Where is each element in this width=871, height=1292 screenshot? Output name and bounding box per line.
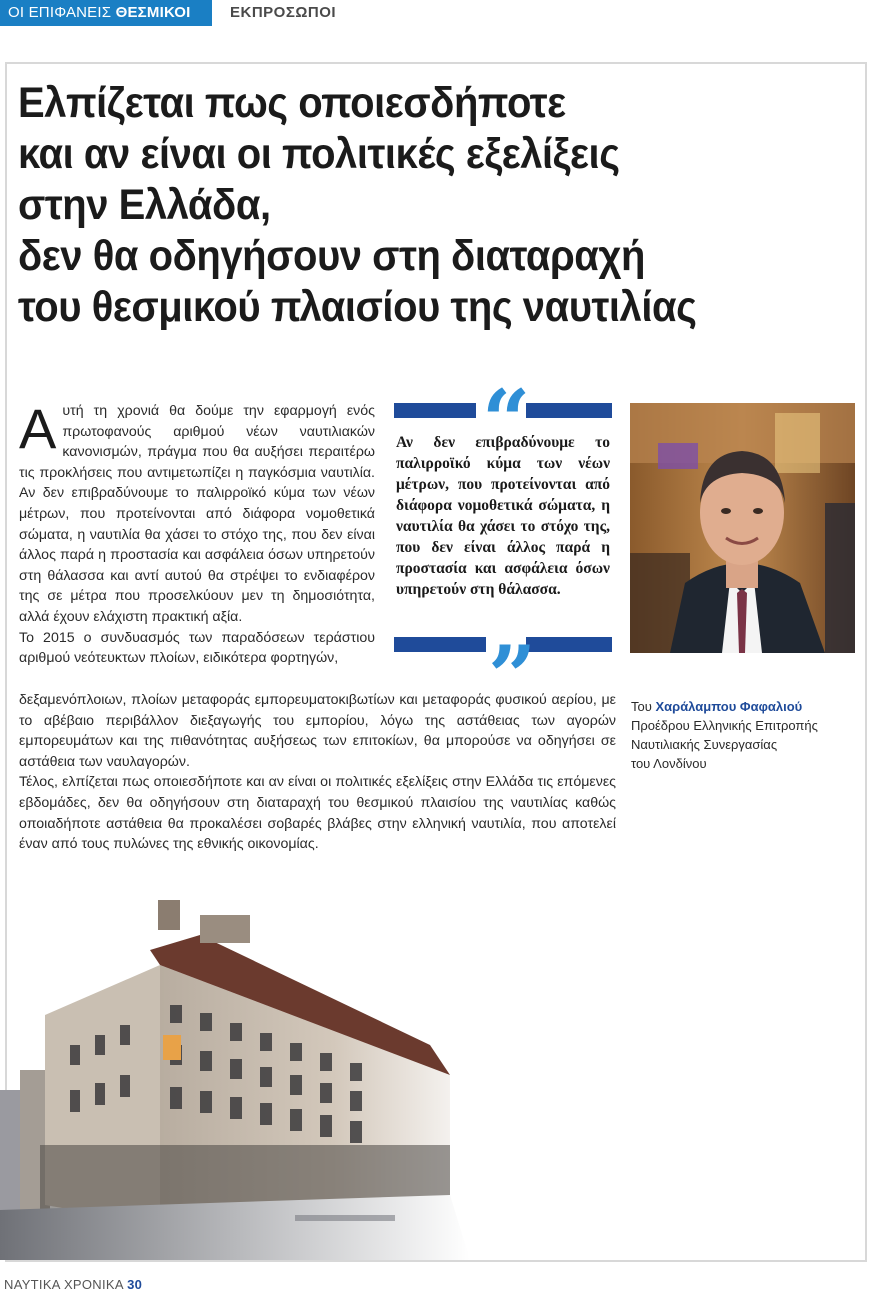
author-title: του Λονδίνου (631, 756, 707, 771)
paragraph-2-continued: δεξαμενόπλοιων, πλοίων μεταφοράς εμπορευματοκιβωτίων και μεταφοράς φυσικού αερίου, με το αβέβαιο περιβάλλον διεξαγωγής του εμπορίου, λόγω της αστάθειας των αγορών εμπορευμάτων και της πιθανότητας αυξήσεως των επιτοκίων, θα μπορούσε να οδηγήσει σε αστάθεια των ναυλαγορών. (19, 692, 616, 770)
close-quote-icon: ” (488, 627, 537, 726)
headline-line: στην Ελλάδα, (18, 181, 271, 229)
quote-rule (394, 403, 476, 418)
author-title: Ναυτιλιακής Συνεργασίας (631, 737, 778, 752)
quote-rule (526, 403, 612, 418)
headline-line: και αν είναι οι πολιτικές εξελίξεις (18, 130, 620, 178)
author-title: Προέδρου Ελληνικής Επιτροπής (631, 718, 818, 733)
headline-line: του θεσμικού πλαισίου της ναυτιλίας (18, 283, 697, 331)
quote-rule (394, 637, 486, 652)
author-prefix: Του (631, 699, 652, 714)
body-column-wide (19, 690, 616, 855)
headline-line: δεν θα οδηγήσουν στη διαταραχή (18, 232, 645, 280)
page-footer (4, 1277, 142, 1292)
pull-quote-text: Αν δεν επιβραδύνουμε το παλιρροϊκό κύμα των νέων μέτρων, που προτείνονται από διάφορα νομοθετικά σώματα, η ναυτιλία θα χάσει το στόχο της, που δεν είναι άλλος παρά η προστασία και ασφάλεια όσων υπηρετούν στη θάλασσα. (396, 434, 610, 598)
drop-cap: Α (19, 397, 57, 460)
section-header (0, 0, 871, 26)
section-subtitle: ΕΚΠΡΟΣΩΠΟΙ (230, 4, 337, 21)
quote-rule (526, 637, 612, 652)
paragraph-1-text: υτή τη χρονιά θα δούμε την εφαρμογή ενός πρωτοφανούς αριθμού νέων ναυτιλιακών κανονισμών, πράγμα που θα αυξήσει περαιτέρω τις προκλήσεις που αντιμετωπίζει η παγκόσμια ναυτιλία. Αν δεν επιβραδύνουμε το παλιρροϊκό κύμα των νέων μέτρων, που προτείνονται από διάφορα νομοθετικά σώματα, η ναυτιλία θα χάσει το στόχο της, που δεν είναι άλλος παρά η προστασία και ασφάλεια όσων υπηρετούν στη θάλασσα και αντί αυτού θα στρέψει το ενδιαφέρον της σε μέτρα που προσελκύουν μεν τη δημοσιότητα, αλλά έχουν ελάχιστη πρακτική αξία. (19, 403, 375, 625)
body-column-left (19, 397, 375, 669)
pull-quote (394, 371, 612, 726)
author-name: Χαράλαμπου Φαφαλιού (655, 699, 803, 714)
building-photo (0, 895, 470, 1260)
author-caption (631, 697, 861, 773)
publication-name: ΝΑΥΤΙΚΑ ΧΡΟΝΙΚΑ (4, 1277, 124, 1292)
page-number: 30 (127, 1277, 143, 1292)
paragraph-1 (19, 397, 375, 628)
headline-line: Ελπίζεται πως οποιεσδήποτε (18, 79, 566, 127)
section-tab[interactable] (0, 0, 212, 26)
section-prefix: ΟΙ ΕΠΙΦΑΝΕΙΣ (8, 4, 112, 21)
paragraph-3: Τέλος, ελπίζεται πως οποιεσδήποτε και αν είναι οι πολιτικές εξελίξεις στην Ελλάδα τις επόμενες εβδομάδες, δεν θα οδηγήσουν στη διαταραχή του θεσμικού πλαισίου της ναυτιλίας καθώς οποιαδήποτε αστάθεια θα προκαλέσει σοβαρές βλάβες στην ελληνική ναυτιλία, που αποτελεί έναν από τους πυλώνες της εθνικής οικονομίας. (19, 774, 616, 853)
section-highlight: ΘΕΣΜΙΚΟΙ (115, 4, 191, 21)
paragraph-2-start: Το 2015 ο συνδυασμός των παραδόσεων τεράστιου αριθμού νεότευκτων πλοίων, ειδικότερα φορτηγών, (19, 629, 375, 667)
author-photo (630, 403, 855, 653)
open-quote-icon: “ (482, 371, 531, 470)
article-headline (18, 78, 790, 333)
